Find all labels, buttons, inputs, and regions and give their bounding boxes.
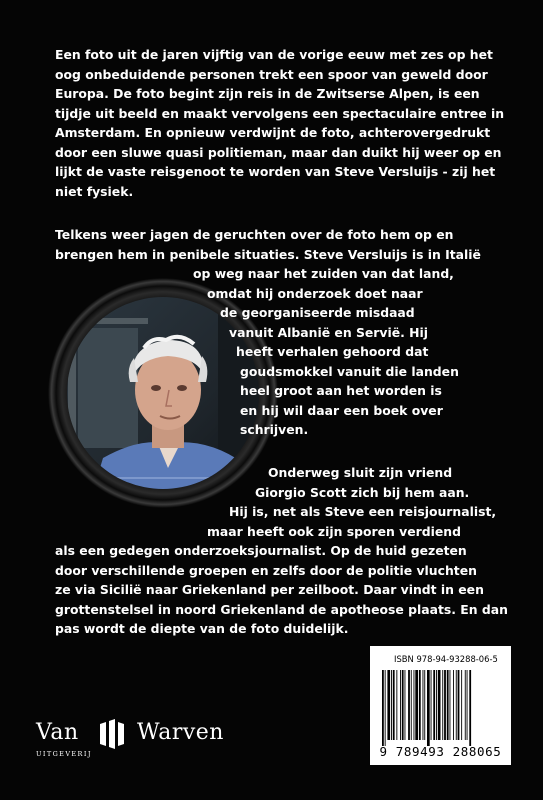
barcode-bar [436,670,437,740]
barcode-bar [433,670,435,740]
barcode-bar [424,670,425,740]
barcode-bar [387,670,390,740]
publisher-mark-icon [96,716,132,752]
isbn-label: ISBN 978-94-93288-06-5 [394,654,498,664]
blurb-paragraph-2: Telkens weer jagen de geruchten over de foto hem op en brengen hem in penibele situaties. Steve Versluijs is in Italië op weg naar het zuiden van dat land, omdat hij onderzoek doet naar de georganiseerde misdaad vanuit Albanië en Servië. Hij heeft verhalen gehoord dat goudsmokkel vanuit die landen heel groot aan het worden is en hij wil daar een boek over schrijven. [55,227,481,437]
isbn-digits: 9 789493 288065 [379,744,502,759]
barcode-bar [461,670,462,740]
barcode-bar [469,670,471,746]
barcode-bar [442,670,443,740]
publisher-name-van: Van [36,720,79,745]
barcode-bars [380,670,501,746]
barcode-bar [391,670,392,740]
blurb-paragraph-3: Onderweg sluit zijn vriend Giorgio Scott zich bij hem aan. Hij is, net als Steve een reisjournalist, maar heeft ook zijn sporen verdiend als een gedegen onderzoeksjournalist. Op de huid gezeten door verschillende groepen en zelfs door de politie vluchten ze via Sicilië naar Griekenland per zeilboot. Daar vindt in een grottenstelsel in noord Griekenland de apotheose plaats. En dan pas wordt de diepte van de foto duidelijk. [55,465,508,636]
barcode-bar [393,670,395,740]
barcode-bar [467,670,468,740]
barcode-bar [447,670,449,740]
barcode-bar [453,670,454,740]
barcode-bar [385,670,386,746]
barcode-bar [419,670,421,740]
barcode-bar [450,670,451,740]
publisher-logo [30,708,260,768]
barcode-bar [427,670,430,746]
barcode-bar [405,670,406,740]
barcode-bar [402,670,404,740]
barcode-bar [444,670,446,740]
blurb-paragraph-1: Een foto uit de jaren vijftig van de vorige eeuw met zes op het oog onbeduidende personen trekt een spoor van geweld door Europa. De foto begint zijn reis in de Zwitserse Alpen, is een tijdje uit beeld en maakt vervolgens een spectaculaire entree in Amsterdam. En opnieuw verdwijnt de foto, achterovergedrukt door een sluwe quasi politieman, maar dan duikt hij weer op en lijkt de vaste reisgenoot te worden van Steve Versluijs - zij het niet fysiek. [55,47,505,199]
barcode-bar [465,670,466,740]
publisher-subtitle: UITGEVERIJ [36,750,92,758]
barcode-bar [431,670,432,740]
barcode-bar [438,670,441,740]
isbn-barcode [370,646,511,765]
barcode-bar [408,670,410,740]
barcode-bar [414,670,415,740]
barcode-bar [400,670,401,740]
barcode-bar [456,670,457,740]
barcode-bar [415,670,418,740]
barcode-bar [396,670,397,740]
publisher-name-warven: Warven [137,720,224,745]
barcode-bar [382,670,384,746]
barcode-bar [411,670,412,740]
barcode-bar [458,670,460,740]
barcode-bar [423,670,424,740]
